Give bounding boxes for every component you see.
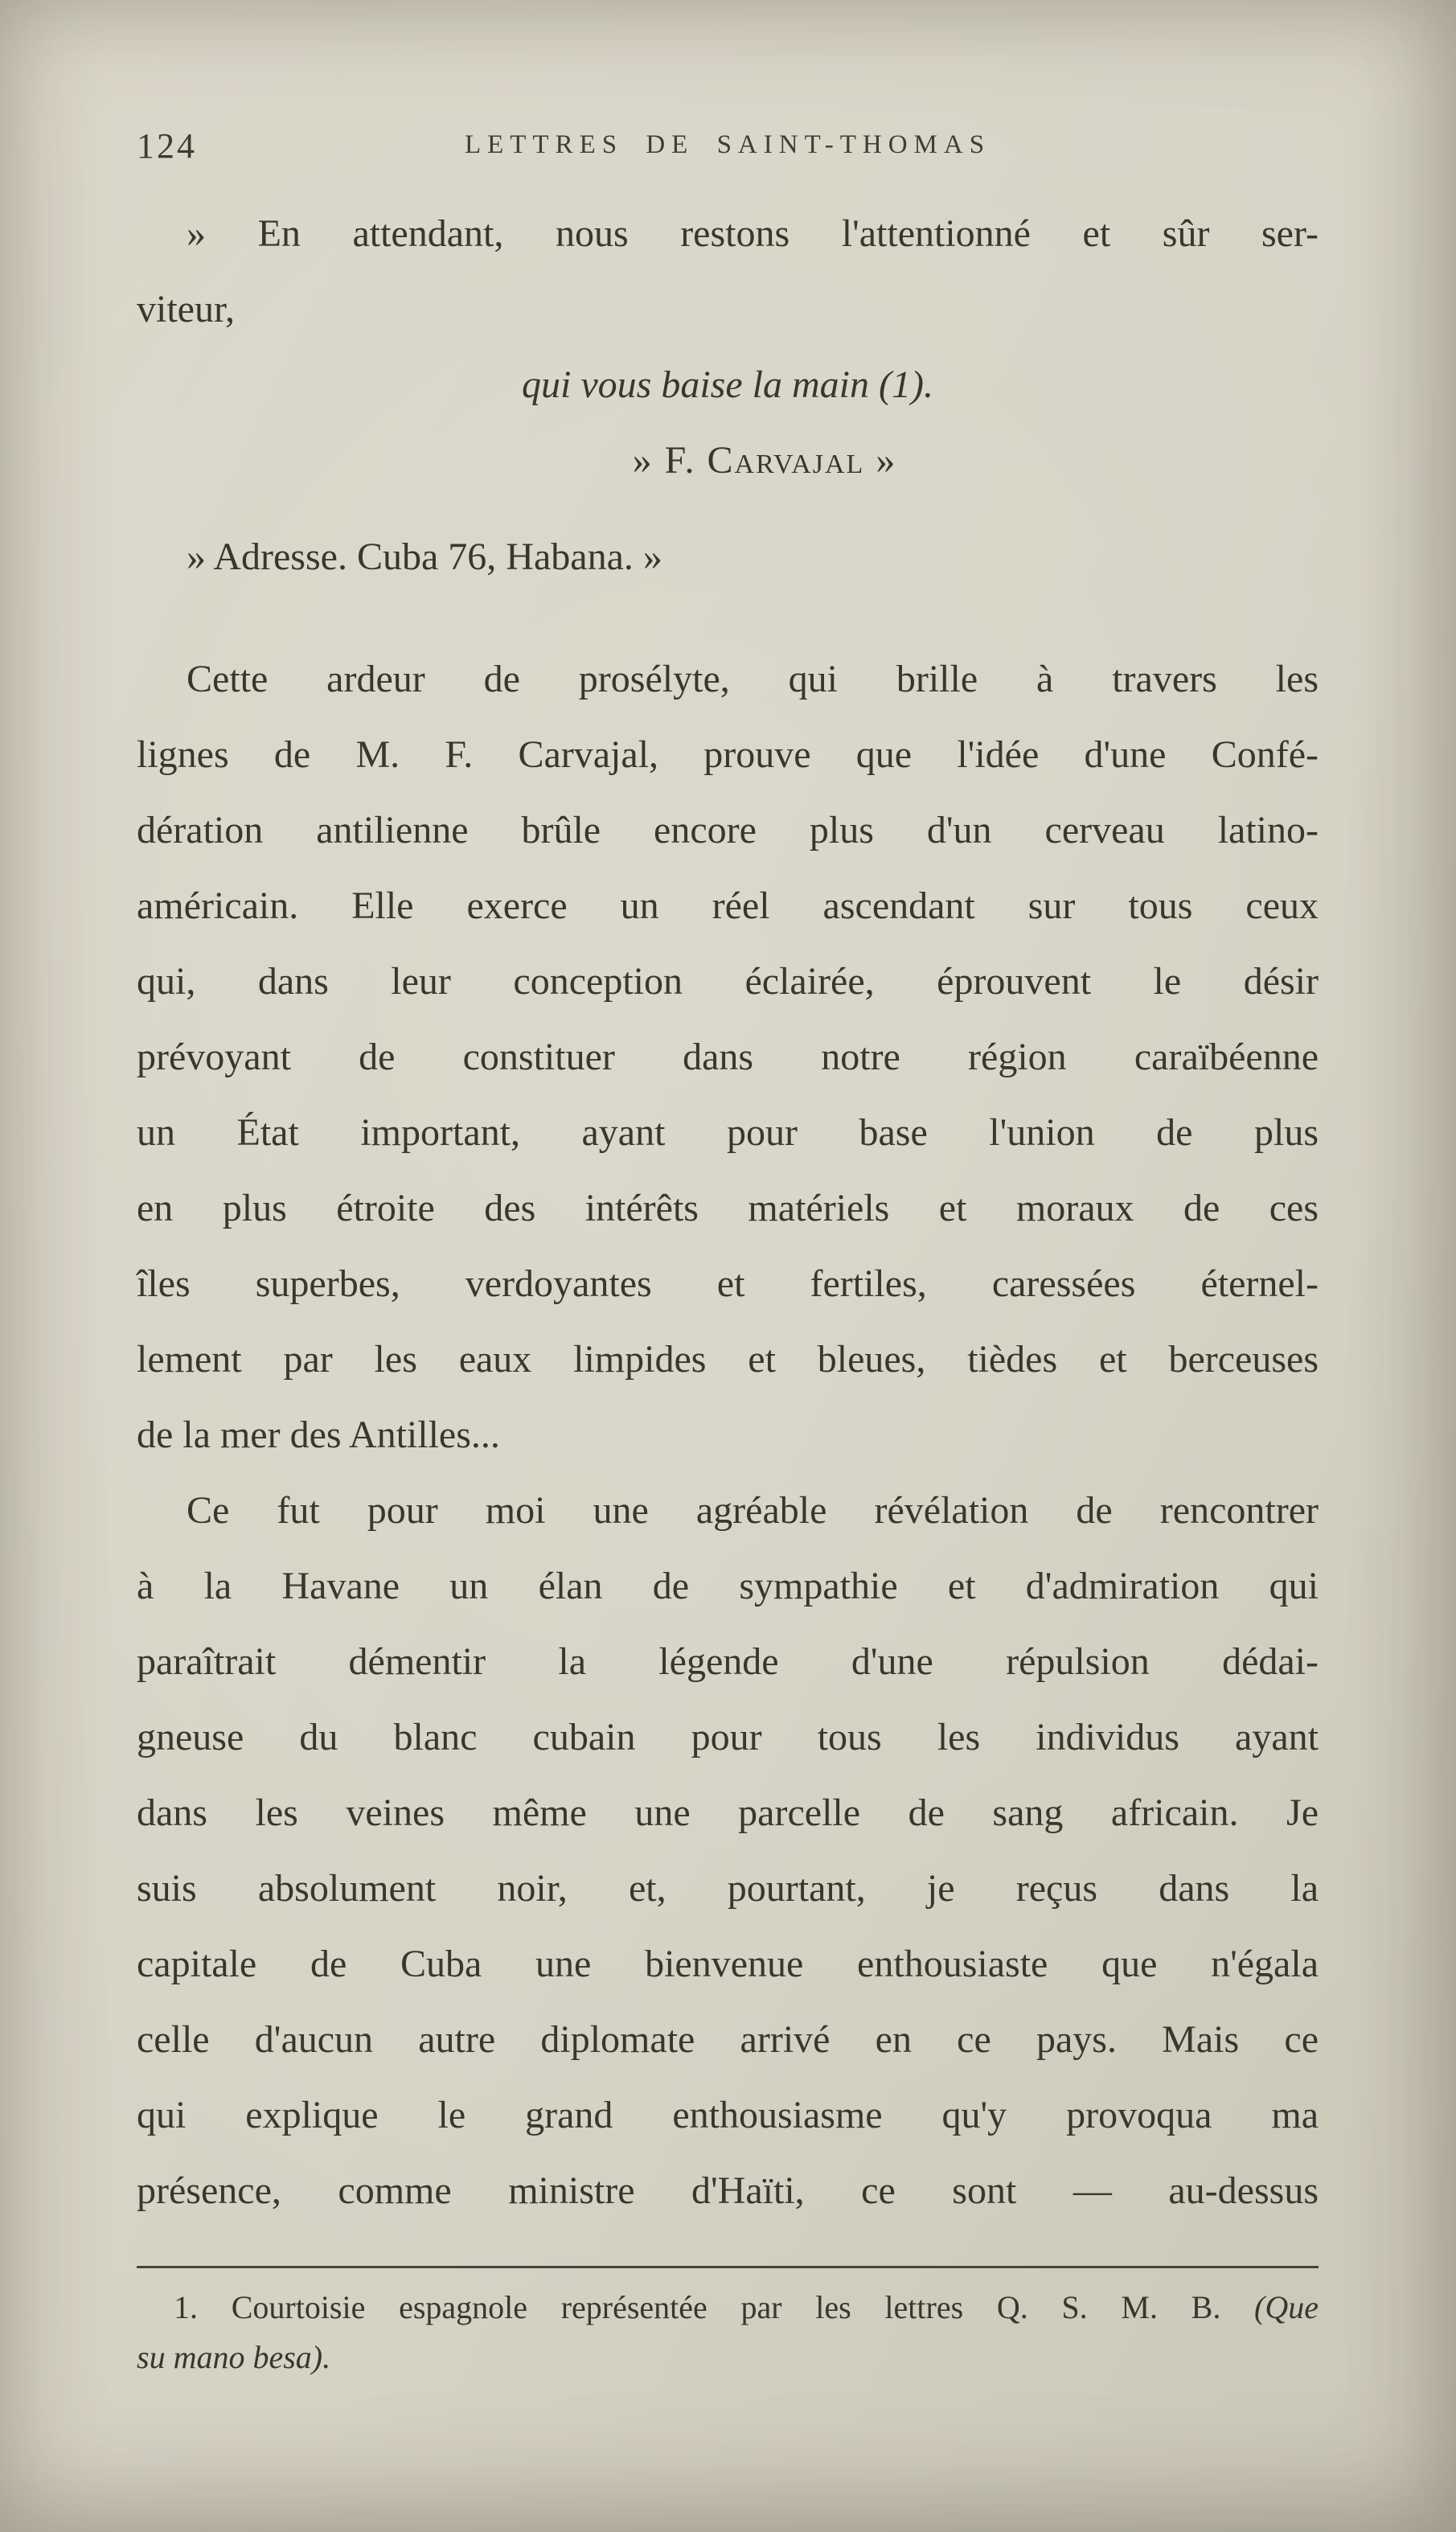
- text-line: présence, comme ministre d'Haïti, ce sont — au-dessus: [137, 2169, 1319, 2212]
- text-line: paraîtrait démentir la légende d'une répulsion dédai-: [137, 1640, 1319, 1683]
- paragraph-1: [137, 642, 1319, 1473]
- footnote-block: [137, 2266, 1319, 2382]
- footnote-line-2: su mano besa).: [137, 2339, 331, 2375]
- letter-closing-block: [137, 196, 1319, 595]
- footnote-text-italic: (Que: [1254, 2289, 1319, 2325]
- text-line: un État important, ayant pour base l'union de plus: [137, 1111, 1319, 1154]
- page-number: 124: [137, 126, 197, 166]
- letter-signature: [137, 423, 1319, 499]
- text-line: qui explique le grand enthousiasme qu'y provoqua ma: [137, 2094, 1319, 2136]
- text-line: à la Havane un élan de sympathie et d'admiration qui: [137, 1565, 1319, 1607]
- text-line: lement par les eaux limpides et bleues, tièdes et berceuses: [137, 1338, 1319, 1381]
- main-text-block: [137, 642, 1319, 2229]
- text-line: Cette ardeur de prosélyte, qui brille à travers les: [187, 658, 1319, 700]
- letter-valediction: qui vous baise la main (1).: [522, 363, 933, 406]
- footnote-line-1: [137, 2283, 1319, 2333]
- text-line: suis absolument noir, et, pourtant, je reçus dans la: [137, 1867, 1319, 1910]
- text-line: de la mer des Antilles...: [137, 1414, 500, 1456]
- text-line: qui, dans leur conception éclairée, éprouvent le désir: [137, 960, 1319, 1003]
- paragraph-2: [137, 1473, 1319, 2229]
- text-line: américain. Elle exerce un réel ascendant sur tous ceux: [137, 884, 1319, 927]
- running-title: LETTRES DE SAINT-THOMAS: [464, 130, 991, 159]
- page-header: [137, 121, 1319, 164]
- spacer: [137, 595, 1319, 642]
- text-line: gneuse du blanc cubain pour tous les individus ayant: [137, 1716, 1319, 1758]
- text-line: en plus étroite des intérêts matériels et moraux de ces: [137, 1187, 1319, 1229]
- text-line: lignes de M. F. Carvajal, prouve que l'idée d'une Confé-: [137, 733, 1319, 776]
- text-line: îles superbes, verdoyantes et fertiles, caressées éternel-: [137, 1262, 1319, 1305]
- text-line: dans les veines même une parcelle de sang africain. Je: [137, 1791, 1319, 1834]
- text-line: » En attendant, nous restons l'attentionné et sûr ser-: [187, 212, 1319, 255]
- text-line: prévoyant de constituer dans notre région caraïbéenne: [137, 1036, 1319, 1078]
- text-line: capitale de Cuba une bienvenue enthousiaste que n'égala: [137, 1943, 1319, 1985]
- letter-address: » Adresse. Cuba 76, Habana. »: [187, 536, 662, 578]
- footnote-text-roman: 1. Courtoisie espagnole représentée par les lettres Q. S. M. B.: [174, 2289, 1255, 2325]
- text-line: dération antilienne brûle encore plus d'un cerveau latino-: [137, 809, 1319, 852]
- text-line: viteur,: [137, 288, 236, 330]
- text-line: Ce fut pour moi une agréable révélation de rencontrer: [187, 1489, 1319, 1532]
- signature-name: » F. Carvajal »: [632, 439, 897, 482]
- letter-closing-lines: [137, 196, 1319, 347]
- text-line: celle d'aucun autre diplomate arrivé en ce pays. Mais ce: [137, 2018, 1319, 2061]
